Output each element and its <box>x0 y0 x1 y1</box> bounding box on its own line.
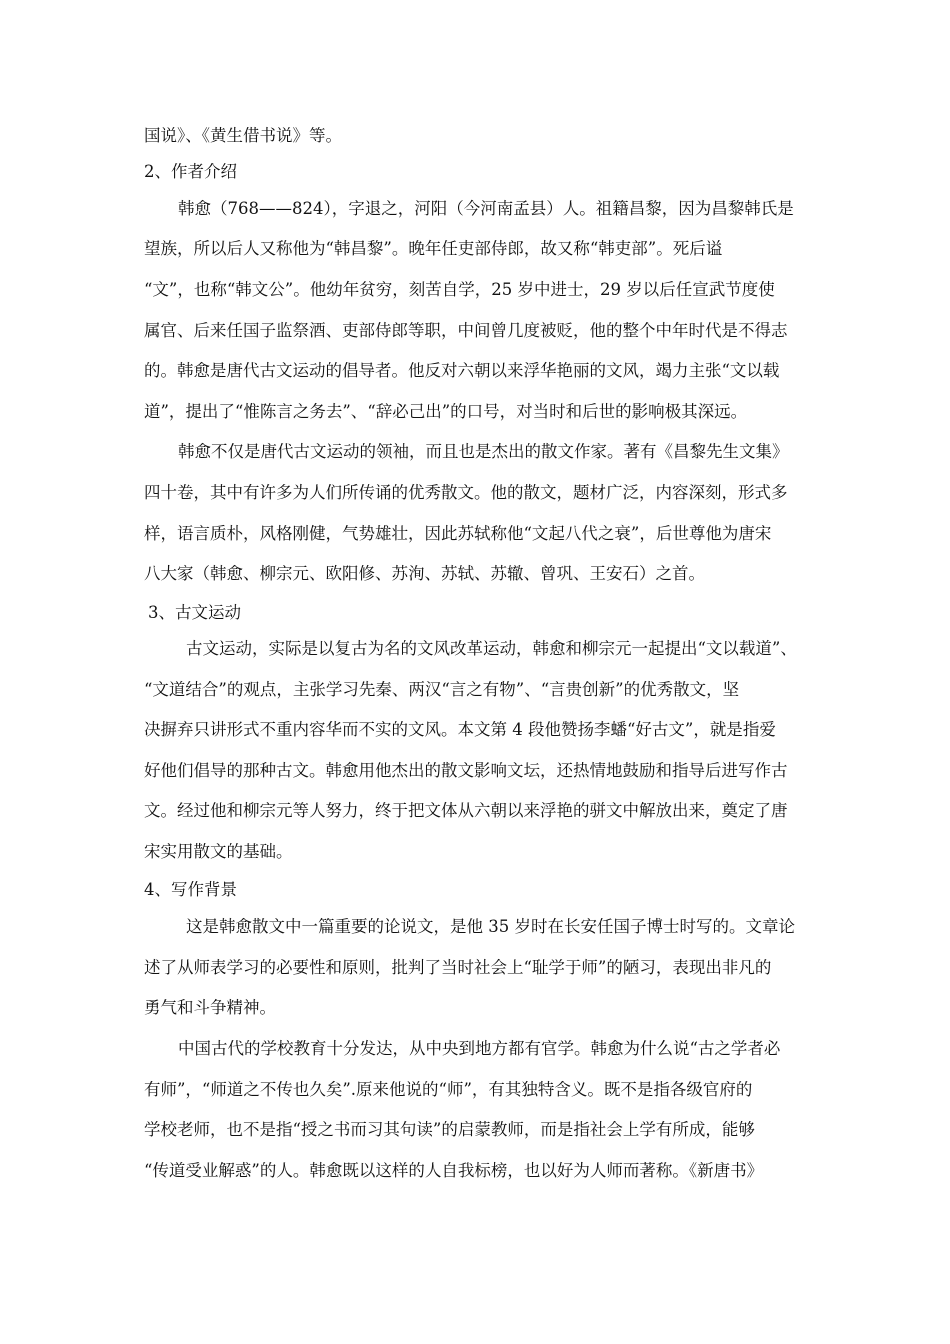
document-page: 国说》、《黄生借书说》等。 2、作者介绍 韩愈（768——824），字退之，河阳（今河南孟县）人。祖籍昌黎，因为昌黎韩氏是 望族，所以后人又称他为“韩昌黎”。晚年任吏部侍郎，故又称“韩吏部”。死后谥 “文”，也称“韩文公”。他幼年贫穷，刻苦自学，25 岁中进士，29 岁以后任宣武节度使 属官、后来任国子监祭酒、吏部侍郎等职，中间曾几度被贬，他的整个中年时代是不得志 的。韩愈是唐代古文运动的倡导者。他反对六朝以来浮华艳丽的文风，竭力主张“文以载 道”，提出了“惟陈言之务去”、“辞必己出”的口号，对当时和后世的影响极其深远。 韩愈不仅是唐代古文运动的领袖，而且也是杰出的散文作家。著有《昌黎先生文集》 四十卷，其中有许多为人们所传诵的优秀散文。他的散文，题材广泛，内容深刻，形式多 样，语言质朴，风格刚健，气势雄壮，因此苏轼称他“文起八代之衰”，后世尊他为唐宋 八大家（韩愈、柳宗元、欧阳修、苏洵、苏轼、苏辙、曾巩、王安石）之首。 3、古文运动 古文运动，实际是以复古为名的文风改革运动，韩愈和柳宗元一起提出“文以载道”、 “文道结合”的观点，主张学习先秦、两汉“言之有物”、“言贵创新”的优秀散文，坚 决摒弃只讲形式不重内容华而不实的文风。本文第 4 段他赞扬李蟠“好古文”，就是指爱 好他们倡导的那种古文。韩愈用他杰出的散文影响文坛，还热情地鼓励和指导后进写作古 文。经过他和柳宗元等人努力，终于把文体从六朝以来浮艳的骈文中解放出来，奠定了唐 宋实用散文的基础。 4、写作背景 这是韩愈散文中一篇重要的论说文，是他 35 岁时在长安任国子博士时写的。文章论 述了从师表学习的必要性和原则，批判了当时社会上“耻学于师”的陋习，表现出非凡的 勇气和斗争精神。 中国古代的学校教育十分发达，从中央到地方都有官学。韩愈为什么说“古之学者必 有师”，“师道之不传也久矣”.原来他说的“师”，有其独特含义。既不是指各级官府的 学校老师，也不是指“授之书而习其句读”的启蒙教师，而是指社会上学有所成，能够 “传道受业解惑”的人。韩愈既以这样的人自我标榜，也以好为人师而著称。《新唐书》 <box>144 126 797 1180</box>
